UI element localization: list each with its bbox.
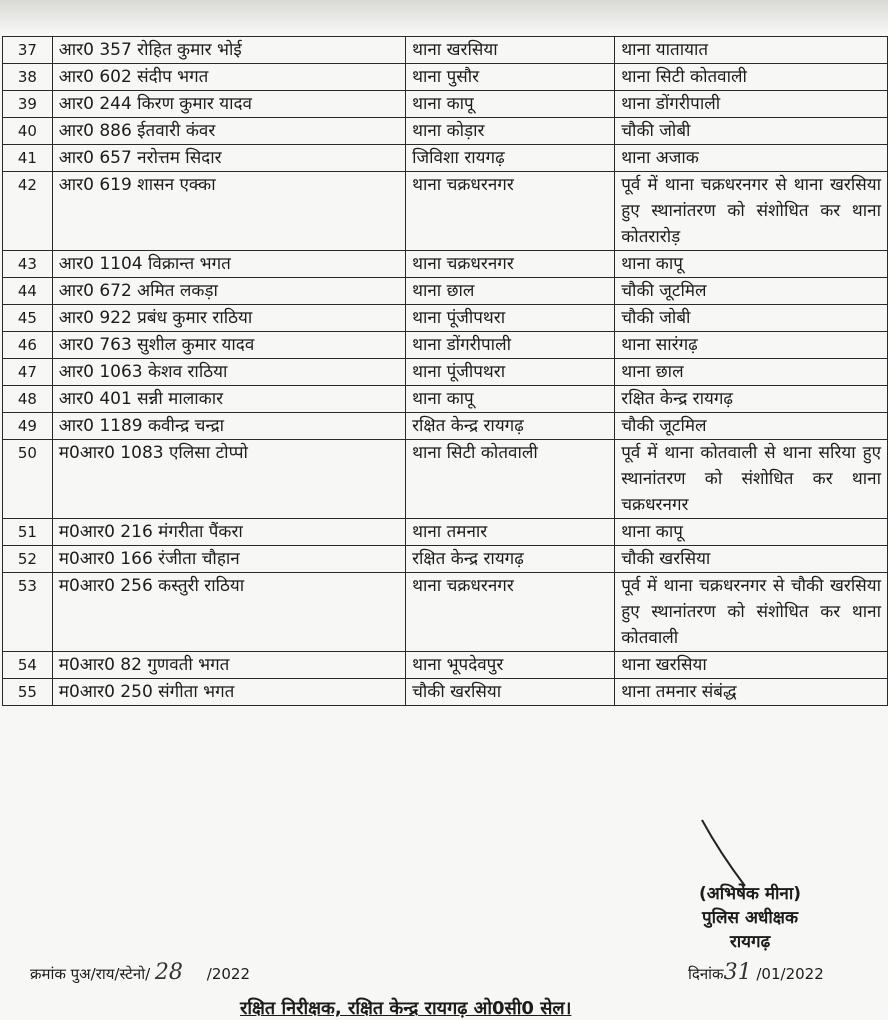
serial-number-cell: 50: [3, 440, 53, 519]
employee-name-cell: आर0 357 रोहित कुमार भोई: [52, 37, 405, 64]
date-prefix: दिनांक: [688, 965, 724, 983]
employee-name-cell: आर0 672 अमित लकड़ा: [52, 278, 405, 305]
employee-name-cell: आर0 922 प्रबंध कुमार राठिया: [52, 305, 405, 332]
signatory-designation: पुलिस अधीक्षक: [701, 908, 799, 928]
serial-number-cell: 52: [3, 546, 53, 573]
serial-number-cell: 43: [3, 251, 53, 278]
employee-name-cell: म0आर0 166 रंजीता चौहान: [52, 546, 405, 573]
table-row: [3, 546, 888, 573]
table-row: [3, 440, 888, 519]
table-row: [3, 145, 888, 172]
current-posting-cell: जिविशा रायगढ़: [406, 145, 615, 172]
serial-number-cell: 44: [3, 278, 53, 305]
employee-name-cell: म0आर0 1083 एलिसा टोप्पो: [52, 440, 405, 519]
serial-number-cell: 45: [3, 305, 53, 332]
new-posting-cell: चौकी जोबी: [615, 305, 888, 332]
new-posting-cell: पूर्व में थाना चक्रधरनगर से थाना खरसिया हुए स्थानांतरण को संशोधित कर थाना कोतरारोड़: [615, 172, 888, 251]
serial-number-cell: 48: [3, 386, 53, 413]
serial-number-cell: 54: [3, 652, 53, 679]
table-row: [3, 172, 888, 251]
table-row: [3, 519, 888, 546]
new-posting-cell: थाना सारंगढ़: [615, 332, 888, 359]
current-posting-cell: चौकी खरसिया: [406, 679, 615, 706]
employee-name-cell: आर0 401 सन्नी मालाकार: [52, 386, 405, 413]
current-posting-cell: रक्षित केन्द्र रायगढ़: [406, 546, 615, 573]
document-date: [688, 960, 824, 985]
employee-name-cell: आर0 1063 केशव राठिया: [52, 359, 405, 386]
new-posting-cell: थाना डोंगरीपाली: [615, 91, 888, 118]
serial-number-cell: 47: [3, 359, 53, 386]
new-posting-cell: रक्षित केन्द्र रायगढ़: [615, 386, 888, 413]
current-posting-cell: थाना चक्रधरनगर: [406, 172, 615, 251]
table-row: [3, 64, 888, 91]
table-row: [3, 251, 888, 278]
date-rest: /01/2022: [756, 965, 824, 983]
new-posting-cell: थाना कापू: [615, 251, 888, 278]
signature-mark: [700, 818, 760, 888]
table-row: [3, 679, 888, 706]
table-row: [3, 37, 888, 64]
current-posting-cell: थाना सिटी कोतवाली: [406, 440, 615, 519]
signature-block: [640, 882, 860, 954]
serial-number-cell: 46: [3, 332, 53, 359]
table-row: [3, 332, 888, 359]
new-posting-cell: थाना कापू: [615, 519, 888, 546]
reference-number: [30, 960, 250, 985]
serial-number-cell: 39: [3, 91, 53, 118]
new-posting-cell: थाना यातायात: [615, 37, 888, 64]
new-posting-cell: चौकी जूटमिल: [615, 278, 888, 305]
transfer-table: [2, 36, 888, 706]
footer-cut-text: रक्षित निरीक्षक, रक्षित केन्द्र रायगढ़ ओ0सी0 सेल।: [240, 998, 572, 1019]
table-row: [3, 413, 888, 440]
employee-name-cell: म0आर0 250 संगीता भगत: [52, 679, 405, 706]
employee-name-cell: म0आर0 216 मंगरीता पैंकरा: [52, 519, 405, 546]
reference-year: /2022: [206, 965, 250, 983]
serial-number-cell: 38: [3, 64, 53, 91]
current-posting-cell: थाना पूंजीपथरा: [406, 359, 615, 386]
current-posting-cell: थाना छाल: [406, 278, 615, 305]
current-posting-cell: थाना डोंगरीपाली: [406, 332, 615, 359]
table-row: [3, 573, 888, 652]
new-posting-cell: थाना खरसिया: [615, 652, 888, 679]
employee-name-cell: आर0 244 किरण कुमार यादव: [52, 91, 405, 118]
employee-name-cell: आर0 763 सुशील कुमार यादव: [52, 332, 405, 359]
serial-number-cell: 42: [3, 172, 53, 251]
table-row: [3, 386, 888, 413]
current-posting-cell: थाना पूंजीपथरा: [406, 305, 615, 332]
current-posting-cell: थाना पुसौर: [406, 64, 615, 91]
table-row: [3, 118, 888, 145]
new-posting-cell: थाना छाल: [615, 359, 888, 386]
current-posting-cell: थाना कापू: [406, 91, 615, 118]
new-posting-cell: थाना तमनार संबंद्ध: [615, 679, 888, 706]
table-row: [3, 91, 888, 118]
current-posting-cell: थाना खरसिया: [406, 37, 615, 64]
employee-name-cell: आर0 602 संदीप भगत: [52, 64, 405, 91]
table-row: [3, 305, 888, 332]
current-posting-cell: थाना चक्रधरनगर: [406, 573, 615, 652]
serial-number-cell: 55: [3, 679, 53, 706]
signatory-name: (अभिषेक मीना): [698, 884, 802, 904]
signatory-district: रायगढ़: [729, 932, 771, 952]
current-posting-cell: थाना तमनार: [406, 519, 615, 546]
reference-prefix: क्रमांक पुअ/राय/स्टेनो/: [30, 965, 151, 983]
employee-name-cell: आर0 1104 विक्रान्त भगत: [52, 251, 405, 278]
current-posting-cell: थाना भूपदेवपुर: [406, 652, 615, 679]
current-posting-cell: रक्षित केन्द्र रायगढ़: [406, 413, 615, 440]
new-posting-cell: पूर्व में थाना चक्रधरनगर से चौकी खरसिया हुए स्थानांतरण को संशोधित कर थाना कोतवाली: [615, 573, 888, 652]
reference-handwritten-number: 28: [154, 960, 183, 985]
table-row: [3, 652, 888, 679]
employee-name-cell: म0आर0 82 गुणवती भगत: [52, 652, 405, 679]
serial-number-cell: 41: [3, 145, 53, 172]
new-posting-cell: चौकी खरसिया: [615, 546, 888, 573]
new-posting-cell: थाना सिटी कोतवाली: [615, 64, 888, 91]
table-row: [3, 359, 888, 386]
table-row: [3, 278, 888, 305]
employee-name-cell: आर0 1189 कवीन्द्र चन्द्रा: [52, 413, 405, 440]
employee-name-cell: आर0 619 शासन एक्का: [52, 172, 405, 251]
employee-name-cell: म0आर0 256 कस्तुरी राठिया: [52, 573, 405, 652]
serial-number-cell: 51: [3, 519, 53, 546]
new-posting-cell: पूर्व में थाना कोतवाली से थाना सरिया हुए स्थानांतरण को संशोधित कर थाना चक्रधरनगर: [615, 440, 888, 519]
serial-number-cell: 49: [3, 413, 53, 440]
new-posting-cell: चौकी जूटमिल: [615, 413, 888, 440]
current-posting-cell: थाना चक्रधरनगर: [406, 251, 615, 278]
current-posting-cell: थाना कापू: [406, 386, 615, 413]
new-posting-cell: चौकी जोबी: [615, 118, 888, 145]
date-handwritten-day: 31: [723, 960, 752, 985]
serial-number-cell: 40: [3, 118, 53, 145]
employee-name-cell: आर0 657 नरोत्तम सिदार: [52, 145, 405, 172]
serial-number-cell: 53: [3, 573, 53, 652]
employee-name-cell: आर0 886 ईतवारी कंवर: [52, 118, 405, 145]
scan-top-edge: [0, 0, 888, 34]
current-posting-cell: थाना कोड़ार: [406, 118, 615, 145]
new-posting-cell: थाना अजाक: [615, 145, 888, 172]
serial-number-cell: 37: [3, 37, 53, 64]
